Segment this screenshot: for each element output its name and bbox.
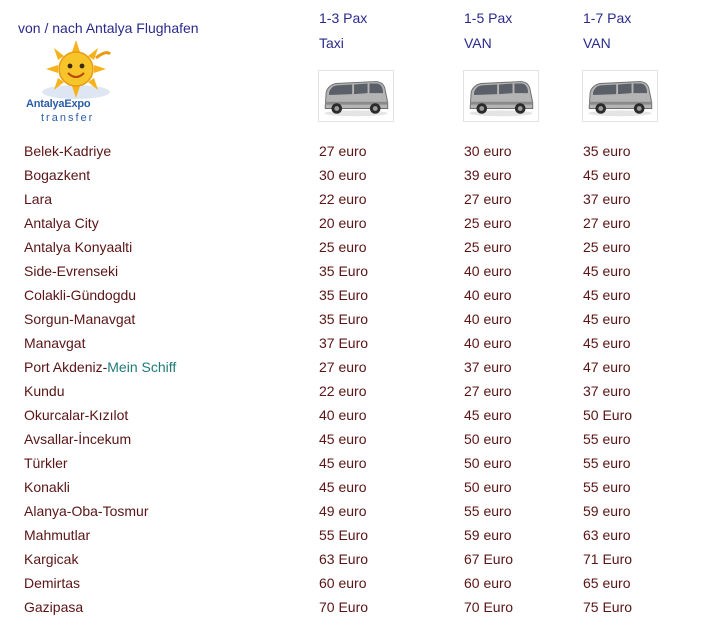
column-pax-label: 1-5 Pax — [464, 10, 513, 26]
location-cell — [24, 527, 90, 543]
location-label: Antalya Konyaalti — [24, 239, 133, 255]
location-cell — [24, 431, 131, 447]
van-icon — [582, 70, 658, 122]
location-cell — [24, 407, 128, 423]
location-label: Manavgat — [24, 335, 86, 351]
price-cell: 59 euro — [464, 527, 512, 543]
table-row — [0, 356, 708, 380]
table-row — [0, 476, 708, 500]
location-label: Alanya-Oba-Tosmur — [24, 503, 149, 519]
price-table — [0, 140, 708, 620]
location-label: Gazipasa — [24, 599, 84, 615]
table-row — [0, 260, 708, 284]
table-row — [0, 332, 708, 356]
location-label: Demirtas — [24, 575, 81, 591]
price-cell: 35 euro — [583, 143, 631, 159]
price-cell: 27 euro — [583, 215, 631, 231]
location-cell — [24, 143, 111, 159]
location-cell — [24, 263, 118, 279]
table-row — [0, 404, 708, 428]
price-cell: 50 euro — [464, 431, 512, 447]
price-cell: 20 euro — [319, 215, 367, 231]
price-cell: 37 euro — [583, 191, 631, 207]
price-cell: 35 Euro — [319, 263, 369, 279]
location-highlight: Mein Schiff — [107, 359, 177, 375]
price-cell: 37 euro — [583, 383, 631, 399]
van-icon — [318, 70, 394, 122]
price-cell: 50 Euro — [583, 407, 633, 423]
location-cell — [24, 575, 80, 591]
price-cell: 45 euro — [319, 431, 367, 447]
price-cell: 22 euro — [319, 191, 367, 207]
price-cell: 50 euro — [464, 455, 512, 471]
location-label: Mahmutlar — [24, 527, 91, 543]
table-row — [0, 572, 708, 596]
price-cell: 70 Euro — [464, 599, 514, 615]
price-cell: 60 euro — [464, 575, 512, 591]
price-cell: 27 euro — [464, 191, 512, 207]
price-cell: 63 euro — [583, 527, 631, 543]
price-cell: 71 Euro — [583, 551, 633, 567]
column-pax-label: 1-3 Pax — [319, 10, 368, 26]
price-cell: 63 Euro — [319, 551, 369, 567]
location-cell — [24, 479, 70, 495]
price-cell: 45 euro — [583, 335, 631, 351]
price-cell: 55 euro — [583, 479, 631, 495]
location-cell — [24, 359, 176, 375]
table-row — [0, 500, 708, 524]
price-cell: 45 euro — [583, 287, 631, 303]
table-row — [0, 140, 708, 164]
column-type-label: Taxi — [319, 35, 344, 51]
logo-sub-text: transfer — [41, 112, 95, 124]
price-cell: 25 euro — [319, 239, 367, 255]
location-label: Kargicak — [24, 551, 79, 567]
location-label: Türkler — [24, 455, 68, 471]
location-label: Avsallar-İncekum — [24, 431, 132, 447]
price-cell: 25 euro — [583, 239, 631, 255]
price-cell: 49 euro — [319, 503, 367, 519]
location-cell — [24, 503, 149, 519]
price-cell: 45 euro — [464, 407, 512, 423]
location-label: Port Akdeniz- — [24, 359, 108, 375]
table-row — [0, 596, 708, 620]
price-cell: 45 euro — [583, 167, 631, 183]
price-cell: 39 euro — [464, 167, 512, 183]
location-cell — [24, 311, 135, 327]
price-cell: 40 euro — [464, 263, 512, 279]
location-cell — [24, 287, 136, 303]
location-cell — [24, 335, 85, 351]
price-cell: 27 euro — [464, 383, 512, 399]
location-label: Side-Evrenseki — [24, 263, 119, 279]
table-row — [0, 380, 708, 404]
table-row — [0, 164, 708, 188]
table-row — [0, 212, 708, 236]
location-cell — [24, 551, 78, 567]
price-cell: 30 euro — [319, 167, 367, 183]
price-cell: 59 euro — [583, 503, 631, 519]
price-cell: 55 euro — [464, 503, 512, 519]
price-cell: 40 euro — [464, 287, 512, 303]
antalyaexpo-logo — [26, 40, 126, 130]
price-cell: 60 euro — [319, 575, 367, 591]
price-cell: 27 euro — [319, 143, 367, 159]
price-cell: 45 euro — [583, 263, 631, 279]
location-label: Belek-Kadriye — [24, 143, 112, 159]
price-cell: 40 euro — [319, 407, 367, 423]
price-cell: 55 euro — [583, 431, 631, 447]
location-cell — [24, 455, 68, 471]
location-cell — [24, 215, 99, 231]
location-label: Okurcalar-Kızılot — [24, 407, 129, 423]
location-label: Colakli-Gündogdu — [24, 287, 137, 303]
table-row — [0, 236, 708, 260]
location-cell — [24, 383, 64, 399]
location-cell — [24, 167, 90, 183]
price-cell: 27 euro — [319, 359, 367, 375]
page-title: von / nach Antalya Flughafen — [18, 20, 199, 36]
location-cell — [24, 191, 52, 207]
price-cell: 70 Euro — [319, 599, 369, 615]
column-type-label: VAN — [464, 35, 492, 51]
price-cell: 22 euro — [319, 383, 367, 399]
price-cell: 45 euro — [319, 479, 367, 495]
price-cell: 65 euro — [583, 575, 631, 591]
table-row — [0, 524, 708, 548]
price-cell: 45 euro — [319, 455, 367, 471]
price-cell: 50 euro — [464, 479, 512, 495]
table-row — [0, 452, 708, 476]
location-label: Bogazkent — [24, 167, 91, 183]
table-row — [0, 188, 708, 212]
logo-brand-text: AntalyaExpo — [26, 98, 91, 110]
table-row — [0, 308, 708, 332]
price-cell: 30 euro — [464, 143, 512, 159]
price-cell: 55 euro — [583, 455, 631, 471]
price-cell: 37 euro — [464, 359, 512, 375]
price-cell: 35 Euro — [319, 287, 369, 303]
price-cell: 55 Euro — [319, 527, 369, 543]
van-icon — [463, 70, 539, 122]
price-cell: 40 euro — [464, 335, 512, 351]
price-cell: 37 Euro — [319, 335, 369, 351]
column-type-label: VAN — [583, 35, 611, 51]
table-row — [0, 428, 708, 452]
sun-icon — [40, 40, 112, 100]
price-cell: 75 Euro — [583, 599, 633, 615]
location-cell — [24, 599, 83, 615]
location-label: Konakli — [24, 479, 70, 495]
location-cell — [24, 239, 132, 255]
location-label: Lara — [24, 191, 53, 207]
price-cell: 25 euro — [464, 215, 512, 231]
price-cell: 67 Euro — [464, 551, 514, 567]
price-cell: 35 Euro — [319, 311, 369, 327]
table-row — [0, 548, 708, 572]
price-cell: 25 euro — [464, 239, 512, 255]
table-row — [0, 284, 708, 308]
location-label: Antalya City — [24, 215, 99, 231]
price-cell: 45 euro — [583, 311, 631, 327]
location-label: Kundu — [24, 383, 65, 399]
price-cell: 47 euro — [583, 359, 631, 375]
price-cell: 40 euro — [464, 311, 512, 327]
location-label: Sorgun-Manavgat — [24, 311, 136, 327]
column-pax-label: 1-7 Pax — [583, 10, 632, 26]
